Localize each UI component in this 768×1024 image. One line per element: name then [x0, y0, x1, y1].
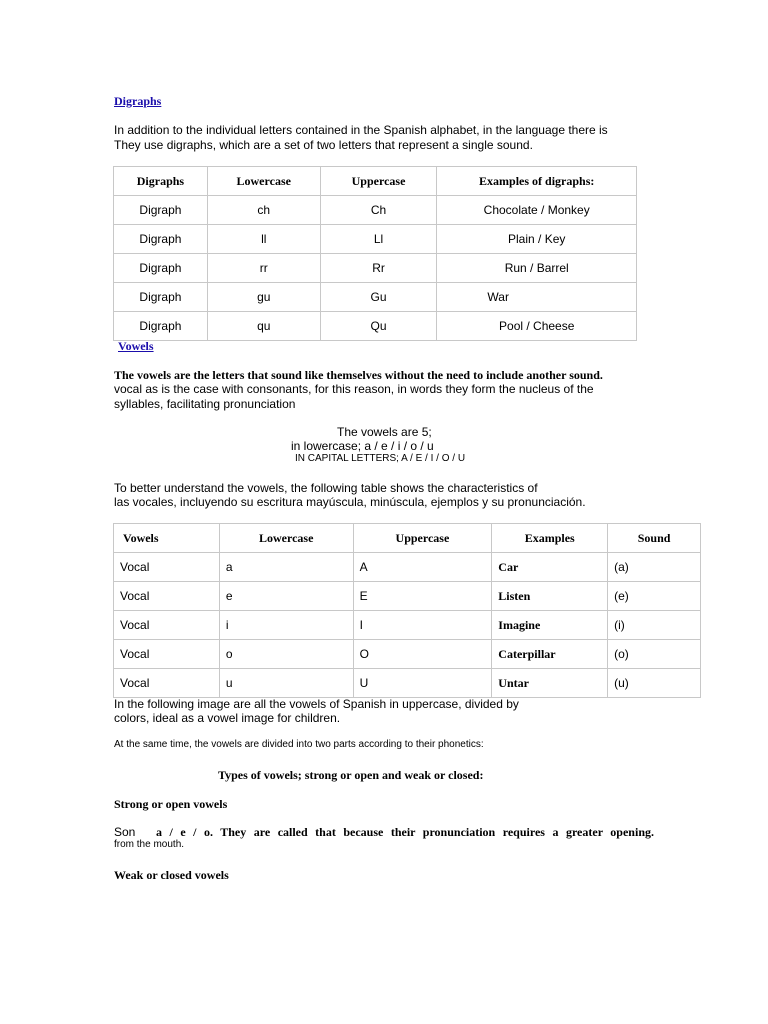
digraphs-heading-link[interactable]: Digraphs: [114, 94, 162, 108]
phonetics-note: At the same time, the vowels are divided into two parts according to their phonetics:: [114, 739, 484, 750]
table-row: [114, 640, 701, 669]
table-row: [114, 196, 637, 225]
vowels-table-intro-1: To better understand the vowels, the following table shows the characteristics of: [114, 481, 538, 495]
table-cell: gu: [207, 283, 320, 312]
table-cell: Digraph: [114, 312, 208, 341]
table-cell: Car: [492, 553, 608, 582]
table-cell: Chocolate / Monkey: [437, 196, 637, 225]
table-cell: Qu: [320, 312, 437, 341]
table-cell: o: [219, 640, 353, 669]
table-header: Digraphs: [114, 167, 208, 196]
vowels-lowercase-list: in lowercase; a / e / i / o / u: [291, 439, 434, 453]
digraphs-intro-line-1: In addition to the individual letters contained in the Spanish alphabet, in the language there is: [114, 123, 608, 137]
table-cell: Run / Barrel: [437, 254, 637, 283]
table-cell: i: [219, 611, 353, 640]
vowels-heading-link[interactable]: Vowels: [118, 339, 154, 353]
table-cell: Vocal: [114, 582, 220, 611]
table-header: Uppercase: [353, 524, 492, 553]
table-cell: Digraph: [114, 283, 208, 312]
digraphs-table: [113, 166, 637, 341]
table-cell: Plain / Key: [437, 225, 637, 254]
vowels-uppercase-list: IN CAPITAL LETTERS; A / E / I / O / U: [295, 453, 466, 464]
strong-vowels-heading: Strong or open vowels: [114, 797, 228, 811]
table-cell: Digraph: [114, 196, 208, 225]
table-cell: A: [353, 553, 492, 582]
strong-vowels-text: a / e / o. They are called that because their pronunciation requires a greater opening.: [156, 825, 654, 839]
types-heading: Types of vowels; strong or open and weak or closed:: [218, 768, 484, 782]
table-header: Vowels: [114, 524, 220, 553]
table-row: [114, 283, 637, 312]
table-row: [114, 254, 637, 283]
table-cell: (e): [608, 582, 701, 611]
table-header: Lowercase: [207, 167, 320, 196]
table-cell: Listen: [492, 582, 608, 611]
table-cell: O: [353, 640, 492, 669]
image-description-line-1: In the following image are all the vowels of Spanish in uppercase, divided by: [114, 697, 519, 711]
table-header-row: [114, 524, 701, 553]
table-cell: u: [219, 669, 353, 698]
table-cell: Vocal: [114, 669, 220, 698]
table-header: Lowercase: [219, 524, 353, 553]
table-cell: a: [219, 553, 353, 582]
table-row: [114, 611, 701, 640]
table-cell: (a): [608, 553, 701, 582]
table-cell: ll: [207, 225, 320, 254]
strong-vowels-continuation: from the mouth.: [114, 839, 185, 850]
table-cell: Caterpillar: [492, 640, 608, 669]
strong-son-label: Son: [114, 825, 136, 839]
table-row: [114, 553, 701, 582]
table-header-row: [114, 167, 637, 196]
table-cell: Rr: [320, 254, 437, 283]
vowels-definition-line-3: syllables, facilitating pronunciation: [114, 397, 296, 411]
digraphs-intro-line-2: They use digraphs, which are a set of two letters that represent a single sound.: [114, 138, 533, 152]
weak-vowels-heading: Weak or closed vowels: [114, 868, 229, 882]
table-cell: War: [437, 283, 637, 312]
table-header: Uppercase: [320, 167, 437, 196]
table-cell: (u): [608, 669, 701, 698]
table-cell: Untar: [492, 669, 608, 698]
table-cell: Vocal: [114, 611, 220, 640]
vowels-table: [113, 523, 701, 698]
table-header: Examples of digraphs:: [437, 167, 637, 196]
table-cell: I: [353, 611, 492, 640]
table-cell: Pool / Cheese: [437, 312, 637, 341]
table-row: [114, 312, 637, 341]
table-header: Sound: [608, 524, 701, 553]
table-cell: Digraph: [114, 225, 208, 254]
table-cell: rr: [207, 254, 320, 283]
table-cell: Vocal: [114, 553, 220, 582]
table-cell: Ll: [320, 225, 437, 254]
table-cell: Gu: [320, 283, 437, 312]
table-cell: (o): [608, 640, 701, 669]
vowels-table-intro-2: las vocales, incluyendo su escritura mayúscula, minúscula, ejemplos y su pronunciación.: [114, 495, 586, 509]
table-cell: E: [353, 582, 492, 611]
table-row: [114, 582, 701, 611]
table-header: Examples: [492, 524, 608, 553]
vowels-count: The vowels are 5;: [337, 425, 432, 439]
table-cell: qu: [207, 312, 320, 341]
table-cell: Imagine: [492, 611, 608, 640]
image-description-line-2: colors, ideal as a vowel image for children.: [114, 711, 341, 725]
table-cell: e: [219, 582, 353, 611]
table-cell: ch: [207, 196, 320, 225]
table-row: [114, 225, 637, 254]
vowels-definition-bold: The vowels are the letters that sound like themselves without the need to include another sound.: [114, 368, 603, 382]
table-cell: Ch: [320, 196, 437, 225]
table-cell: (i): [608, 611, 701, 640]
vowels-definition-line-2: vocal as is the case with consonants, for this reason, in words they form the nucleus of the: [114, 382, 594, 396]
table-cell: U: [353, 669, 492, 698]
table-cell: Vocal: [114, 640, 220, 669]
table-cell: Digraph: [114, 254, 208, 283]
table-row: [114, 669, 701, 698]
